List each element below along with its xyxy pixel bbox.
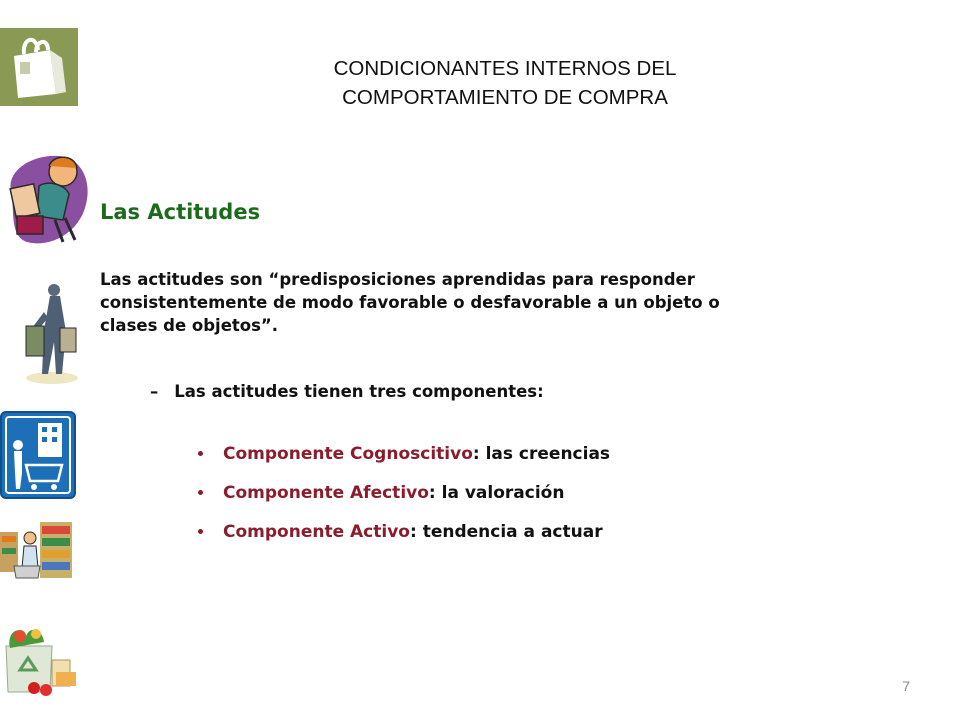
sub-point [150, 382, 544, 401]
section-heading: Las Actitudes [100, 200, 261, 224]
definition-line: clases de objetos”. [100, 316, 279, 335]
list-item-text [223, 519, 603, 545]
component-term: Componente Activo [223, 522, 410, 542]
component-term: Componente Cognoscitivo [223, 444, 473, 464]
grocery-store-icon [0, 522, 72, 582]
page-number: 7 [902, 678, 910, 694]
sub-point-text: Las actitudes tienen tres componentes: [174, 382, 544, 401]
slide-title-line-2: COMPORTAMIENTO DE COMPRA [342, 86, 668, 109]
definition-line: Las actitudes son “predisposiciones aprendidas para responder [100, 270, 695, 289]
slide-title [255, 54, 755, 112]
list-item-text [223, 480, 564, 506]
list-item [198, 441, 918, 480]
bullet-icon [198, 451, 203, 456]
dash-marker: – [150, 382, 159, 401]
slide-title-line-1: CONDICIONANTES INTERNOS DEL [333, 57, 677, 80]
supermarket-sign-icon [0, 411, 76, 499]
walking-shopper-icon [22, 282, 80, 387]
component-term: Componente Afectivo [223, 483, 429, 503]
components-list [198, 441, 918, 558]
definition-paragraph [100, 268, 900, 337]
definition-line: consistentemente de modo favorable o desfavorable a un objeto o [100, 293, 720, 312]
list-item [198, 519, 918, 558]
component-detail: : la valoración [428, 483, 565, 503]
bullet-icon [198, 490, 203, 495]
component-detail: : tendencia a actuar [409, 522, 603, 542]
list-item-text [223, 441, 610, 467]
bullet-icon [198, 529, 203, 534]
list-item [198, 480, 918, 519]
shopping-bag-icon [0, 28, 78, 106]
recycle-groceries-bag-icon [0, 618, 80, 696]
shopper-with-bags-icon [3, 150, 93, 250]
component-detail: : las creencias [472, 444, 611, 464]
